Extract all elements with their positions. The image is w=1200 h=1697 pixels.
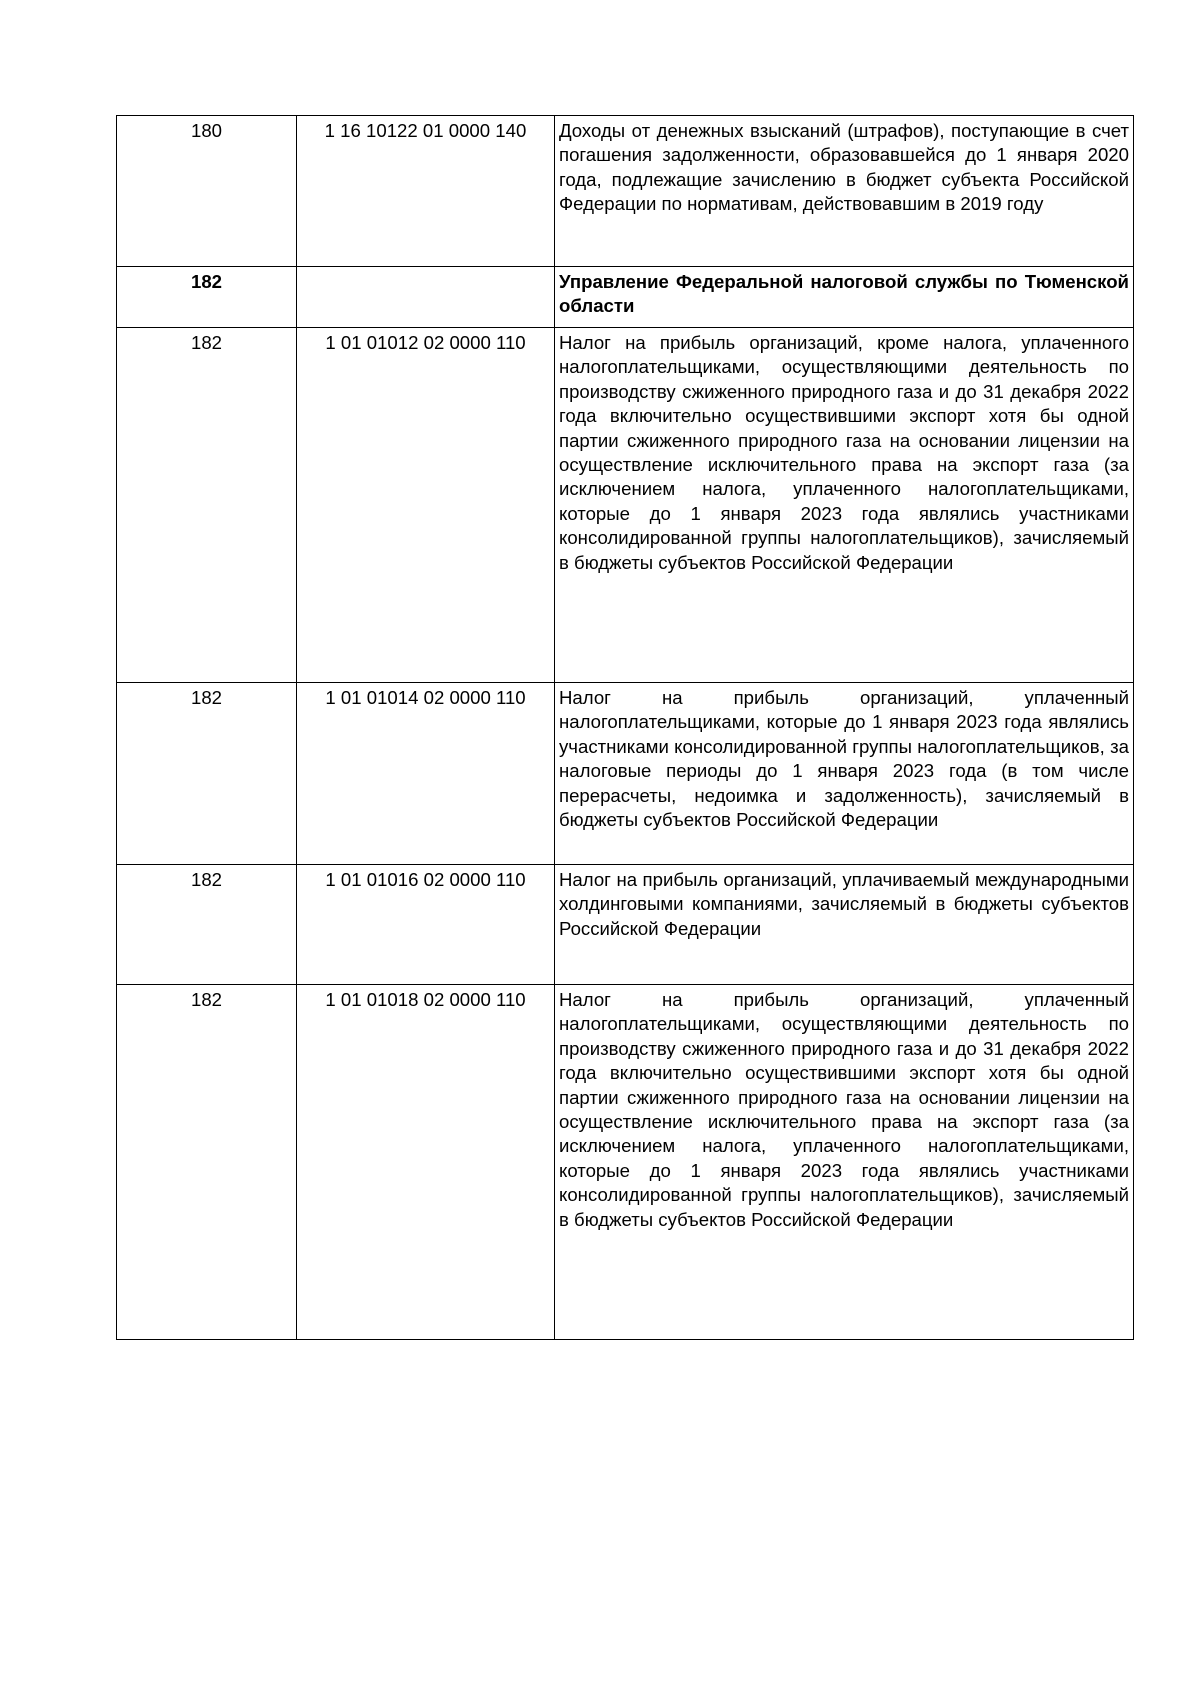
admin-code-cell: 182 [117, 328, 297, 683]
revenue-code-cell: 1 01 01012 02 0000 110 [297, 328, 555, 683]
administrator-name-cell: Управление Федеральной налоговой службы по Тюменской области [555, 267, 1134, 328]
revenue-name-cell: Налог на прибыль организаций, уплачиваемый международными холдинговыми компаниями, зачисляемый в бюджеты субъектов Российской Федерации [555, 865, 1134, 985]
admin-code-cell: 182 [117, 267, 297, 328]
table-row [117, 865, 1134, 985]
revenue-name-cell: Налог на прибыль организаций, кроме налога, уплаченного налогоплательщиками, осуществляющими деятельность по производству сжиженного природного газа и до 31 декабря 2022 года включительно осуществившими экспорт хотя бы одной партии сжиженного природного газа на основании лицензии на осуществление исключительного права на экспорт газа (за исключением налога, уплаченного налогоплательщиками, которые до 1 января 2023 года являлись участниками консолидированной группы налогоплательщиков), зачисляемый в бюджеты субъектов Российской Федерации [555, 328, 1134, 683]
admin-code-cell: 182 [117, 683, 297, 865]
table-row [117, 116, 1134, 267]
table-row-section-header [117, 267, 1134, 328]
table-row [117, 328, 1134, 683]
admin-code-cell: 182 [117, 865, 297, 985]
revenue-name-cell: Доходы от денежных взысканий (штрафов), поступающие в счет погашения задолженности, образовавшейся до 1 января 2020 года, подлежащие зачислению в бюджет субъекта Российской Федерации по нормативам, действовавшим в 2019 году [555, 116, 1134, 267]
table-row [117, 683, 1134, 865]
admin-code-cell: 182 [117, 985, 297, 1340]
revenue-code-cell: 1 01 01014 02 0000 110 [297, 683, 555, 865]
admin-code-cell: 180 [117, 116, 297, 267]
table-row [117, 985, 1134, 1340]
revenue-code-cell: 1 16 10122 01 0000 140 [297, 116, 555, 267]
revenue-code-cell: 1 01 01018 02 0000 110 [297, 985, 555, 1340]
revenue-name-cell: Налог на прибыль организаций, уплаченный налогоплательщиками, которые до 1 января 2023 года являлись участниками консолидированной группы налогоплательщиков, за налоговые периоды до 1 января 2023 года (в том числе перерасчеты, недоимка и задолженность), зачисляемый в бюджеты субъектов Российской Федерации [555, 683, 1134, 865]
revenue-codes-table [116, 115, 1134, 1340]
revenue-name-cell: Налог на прибыль организаций, уплаченный налогоплательщиками, осуществляющими деятельность по производству сжиженного природного газа и до 31 декабря 2022 года включительно осуществившими экспорт хотя бы одной партии сжиженного природного газа на основании лицензии на осуществление исключительного права на экспорт газа (за исключением налога, уплаченного налогоплательщиками, которые до 1 января 2023 года являлись участниками консолидированной группы налогоплательщиков), зачисляемый в бюджеты субъектов Российской Федерации [555, 985, 1134, 1340]
revenue-code-cell [297, 267, 555, 328]
revenue-code-cell: 1 01 01016 02 0000 110 [297, 865, 555, 985]
